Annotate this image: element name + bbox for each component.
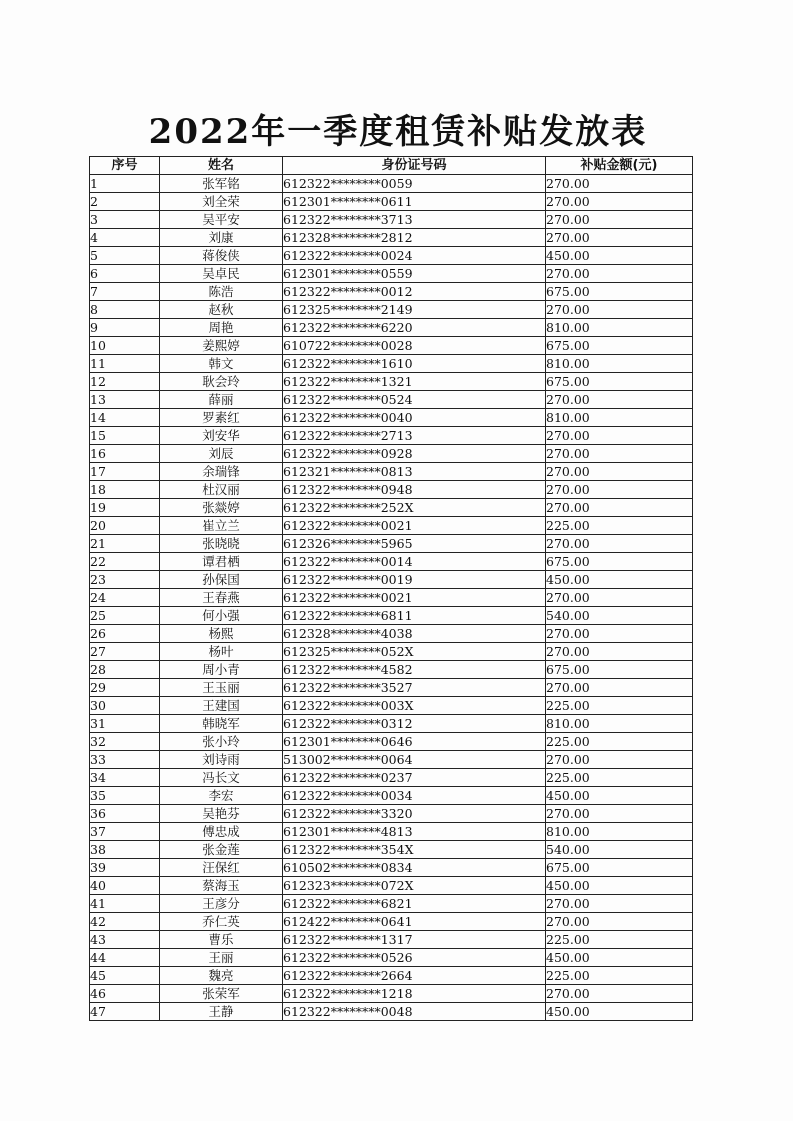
- table-body: [90, 175, 693, 1021]
- cell-subsidy-amount: 270.00: [546, 301, 693, 319]
- cell-name: 杜汉丽: [160, 481, 283, 499]
- cell-id-number: 612322********1317: [283, 931, 546, 949]
- cell-id-number: 612322********003X: [283, 697, 546, 715]
- cell-serial-number: 42: [90, 913, 160, 931]
- table-row: [90, 949, 693, 967]
- cell-subsidy-amount: 270.00: [546, 229, 693, 247]
- cell-id-number: 612322********0524: [283, 391, 546, 409]
- cell-subsidy-amount: 225.00: [546, 517, 693, 535]
- cell-serial-number: 16: [90, 445, 160, 463]
- cell-subsidy-amount: 270.00: [546, 625, 693, 643]
- cell-subsidy-amount: 270.00: [546, 499, 693, 517]
- cell-subsidy-amount: 270.00: [546, 895, 693, 913]
- cell-serial-number: 23: [90, 571, 160, 589]
- table-row: [90, 607, 693, 625]
- cell-serial-number: 27: [90, 643, 160, 661]
- cell-subsidy-amount: 675.00: [546, 859, 693, 877]
- table-row: [90, 409, 693, 427]
- cell-serial-number: 2: [90, 193, 160, 211]
- cell-id-number: 612322********0312: [283, 715, 546, 733]
- cell-id-number: 612322********354X: [283, 841, 546, 859]
- cell-id-number: 612322********3527: [283, 679, 546, 697]
- cell-serial-number: 26: [90, 625, 160, 643]
- cell-subsidy-amount: 270.00: [546, 679, 693, 697]
- cell-serial-number: 43: [90, 931, 160, 949]
- table-row: [90, 373, 693, 391]
- cell-serial-number: 39: [90, 859, 160, 877]
- cell-subsidy-amount: 675.00: [546, 661, 693, 679]
- cell-name: 吴卓民: [160, 265, 283, 283]
- cell-id-number: 612322********0012: [283, 283, 546, 301]
- table-row: [90, 589, 693, 607]
- cell-name: 吴艳芬: [160, 805, 283, 823]
- cell-serial-number: 41: [90, 895, 160, 913]
- cell-serial-number: 37: [90, 823, 160, 841]
- cell-serial-number: 20: [90, 517, 160, 535]
- cell-subsidy-amount: 810.00: [546, 715, 693, 733]
- cell-id-number: 612322********0237: [283, 769, 546, 787]
- cell-serial-number: 8: [90, 301, 160, 319]
- cell-id-number: 612301********0611: [283, 193, 546, 211]
- cell-subsidy-amount: 810.00: [546, 319, 693, 337]
- cell-id-number: 612322********3713: [283, 211, 546, 229]
- cell-name: 王彦分: [160, 895, 283, 913]
- cell-subsidy-amount: 270.00: [546, 445, 693, 463]
- cell-name: 汪保红: [160, 859, 283, 877]
- cell-id-number: 612322********2713: [283, 427, 546, 445]
- cell-serial-number: 31: [90, 715, 160, 733]
- cell-name: 蒋俊侠: [160, 247, 283, 265]
- cell-id-number: 612322********6821: [283, 895, 546, 913]
- cell-serial-number: 45: [90, 967, 160, 985]
- table-row: [90, 319, 693, 337]
- table-row: [90, 337, 693, 355]
- table-row: [90, 787, 693, 805]
- table-row: [90, 499, 693, 517]
- cell-serial-number: 46: [90, 985, 160, 1003]
- table-header-row: [90, 157, 693, 175]
- table-row: [90, 301, 693, 319]
- cell-serial-number: 7: [90, 283, 160, 301]
- cell-subsidy-amount: 450.00: [546, 247, 693, 265]
- table-row: [90, 175, 693, 193]
- cell-id-number: 612322********1610: [283, 355, 546, 373]
- cell-subsidy-amount: 225.00: [546, 733, 693, 751]
- cell-serial-number: 21: [90, 535, 160, 553]
- table-row: [90, 535, 693, 553]
- cell-name: 刘全荣: [160, 193, 283, 211]
- cell-serial-number: 6: [90, 265, 160, 283]
- table-row: [90, 715, 693, 733]
- cell-id-number: 612322********0059: [283, 175, 546, 193]
- cell-serial-number: 3: [90, 211, 160, 229]
- table-row: [90, 769, 693, 787]
- cell-subsidy-amount: 270.00: [546, 805, 693, 823]
- document-title: 2022年一季度租赁补贴发放表: [148, 112, 648, 152]
- cell-serial-number: 28: [90, 661, 160, 679]
- table-row: [90, 733, 693, 751]
- cell-id-number: 612325********052X: [283, 643, 546, 661]
- table-row: [90, 985, 693, 1003]
- table-row: [90, 355, 693, 373]
- cell-id-number: 612322********0928: [283, 445, 546, 463]
- cell-id-number: 612322********0024: [283, 247, 546, 265]
- cell-subsidy-amount: 225.00: [546, 769, 693, 787]
- cell-id-number: 612301********0559: [283, 265, 546, 283]
- header-serial-number: 序号: [90, 157, 160, 175]
- header-id-number: 身份证号码: [283, 157, 546, 175]
- cell-name: 张晓晓: [160, 535, 283, 553]
- cell-name: 罗素红: [160, 409, 283, 427]
- cell-name: 王玉丽: [160, 679, 283, 697]
- cell-serial-number: 9: [90, 319, 160, 337]
- cell-subsidy-amount: 270.00: [546, 265, 693, 283]
- cell-name: 王春燕: [160, 589, 283, 607]
- table-row: [90, 1003, 693, 1021]
- cell-serial-number: 38: [90, 841, 160, 859]
- cell-name: 魏亮: [160, 967, 283, 985]
- table-row: [90, 283, 693, 301]
- table-row: [90, 229, 693, 247]
- table-row: [90, 481, 693, 499]
- cell-serial-number: 36: [90, 805, 160, 823]
- cell-subsidy-amount: 270.00: [546, 985, 693, 1003]
- cell-id-number: 612322********0526: [283, 949, 546, 967]
- cell-serial-number: 17: [90, 463, 160, 481]
- cell-serial-number: 35: [90, 787, 160, 805]
- cell-id-number: 612322********1218: [283, 985, 546, 1003]
- table-row: [90, 751, 693, 769]
- cell-serial-number: 19: [90, 499, 160, 517]
- cell-serial-number: 1: [90, 175, 160, 193]
- cell-subsidy-amount: 225.00: [546, 931, 693, 949]
- table-row: [90, 625, 693, 643]
- cell-subsidy-amount: 450.00: [546, 571, 693, 589]
- cell-subsidy-amount: 810.00: [546, 409, 693, 427]
- cell-name: 王丽: [160, 949, 283, 967]
- table-row: [90, 463, 693, 481]
- cell-serial-number: 34: [90, 769, 160, 787]
- cell-name: 张燚婷: [160, 499, 283, 517]
- cell-name: 韩文: [160, 355, 283, 373]
- cell-serial-number: 33: [90, 751, 160, 769]
- cell-id-number: 612322********6220: [283, 319, 546, 337]
- cell-serial-number: 25: [90, 607, 160, 625]
- cell-subsidy-amount: 270.00: [546, 751, 693, 769]
- cell-id-number: 513002********0064: [283, 751, 546, 769]
- cell-name: 张荣军: [160, 985, 283, 1003]
- cell-id-number: 612322********0048: [283, 1003, 546, 1021]
- subsidy-table: [89, 156, 693, 1021]
- cell-id-number: 610502********0834: [283, 859, 546, 877]
- cell-id-number: 612321********0813: [283, 463, 546, 481]
- cell-subsidy-amount: 675.00: [546, 337, 693, 355]
- cell-id-number: 612422********0641: [283, 913, 546, 931]
- table-row: [90, 211, 693, 229]
- cell-name: 何小强: [160, 607, 283, 625]
- cell-serial-number: 29: [90, 679, 160, 697]
- table-row: [90, 391, 693, 409]
- cell-name: 冯长文: [160, 769, 283, 787]
- cell-name: 杨叶: [160, 643, 283, 661]
- cell-subsidy-amount: 270.00: [546, 643, 693, 661]
- table-row: [90, 967, 693, 985]
- cell-subsidy-amount: 450.00: [546, 1003, 693, 1021]
- table-row: [90, 895, 693, 913]
- cell-id-number: 612322********6811: [283, 607, 546, 625]
- cell-serial-number: 18: [90, 481, 160, 499]
- table-row: [90, 643, 693, 661]
- table-row: [90, 859, 693, 877]
- cell-name: 周小青: [160, 661, 283, 679]
- cell-id-number: 612322********252X: [283, 499, 546, 517]
- cell-serial-number: 13: [90, 391, 160, 409]
- cell-subsidy-amount: 225.00: [546, 967, 693, 985]
- cell-serial-number: 22: [90, 553, 160, 571]
- cell-name: 王静: [160, 1003, 283, 1021]
- table-row: [90, 445, 693, 463]
- header-name: 姓名: [160, 157, 283, 175]
- cell-id-number: 612322********0019: [283, 571, 546, 589]
- cell-subsidy-amount: 270.00: [546, 391, 693, 409]
- cell-id-number: 612322********3320: [283, 805, 546, 823]
- cell-serial-number: 11: [90, 355, 160, 373]
- cell-id-number: 612326********5965: [283, 535, 546, 553]
- table-row: [90, 427, 693, 445]
- cell-name: 韩晓军: [160, 715, 283, 733]
- cell-subsidy-amount: 450.00: [546, 949, 693, 967]
- cell-subsidy-amount: 270.00: [546, 481, 693, 499]
- cell-subsidy-amount: 270.00: [546, 535, 693, 553]
- cell-id-number: 612328********2812: [283, 229, 546, 247]
- cell-name: 曹乐: [160, 931, 283, 949]
- cell-id-number: 612325********2149: [283, 301, 546, 319]
- cell-subsidy-amount: 540.00: [546, 607, 693, 625]
- cell-subsidy-amount: 810.00: [546, 823, 693, 841]
- cell-serial-number: 30: [90, 697, 160, 715]
- cell-subsidy-amount: 270.00: [546, 463, 693, 481]
- cell-name: 赵秋: [160, 301, 283, 319]
- table-row: [90, 841, 693, 859]
- cell-subsidy-amount: 270.00: [546, 913, 693, 931]
- cell-subsidy-amount: 225.00: [546, 697, 693, 715]
- cell-id-number: 612322********1321: [283, 373, 546, 391]
- cell-subsidy-amount: 540.00: [546, 841, 693, 859]
- cell-serial-number: 12: [90, 373, 160, 391]
- cell-serial-number: 4: [90, 229, 160, 247]
- cell-name: 刘康: [160, 229, 283, 247]
- cell-id-number: 612322********0034: [283, 787, 546, 805]
- table-row: [90, 661, 693, 679]
- cell-serial-number: 10: [90, 337, 160, 355]
- cell-name: 刘辰: [160, 445, 283, 463]
- cell-name: 陈浩: [160, 283, 283, 301]
- cell-subsidy-amount: 270.00: [546, 175, 693, 193]
- table-row: [90, 877, 693, 895]
- cell-name: 耿会玲: [160, 373, 283, 391]
- table-row: [90, 805, 693, 823]
- cell-subsidy-amount: 270.00: [546, 211, 693, 229]
- cell-serial-number: 44: [90, 949, 160, 967]
- cell-name: 张小玲: [160, 733, 283, 751]
- cell-id-number: 612322********0021: [283, 589, 546, 607]
- cell-name: 傅忠成: [160, 823, 283, 841]
- cell-id-number: 612322********4582: [283, 661, 546, 679]
- table-row: [90, 517, 693, 535]
- cell-name: 余瑞锋: [160, 463, 283, 481]
- cell-id-number: 612322********0014: [283, 553, 546, 571]
- table-row: [90, 247, 693, 265]
- cell-subsidy-amount: 270.00: [546, 427, 693, 445]
- cell-id-number: 612301********4813: [283, 823, 546, 841]
- cell-name: 周艳: [160, 319, 283, 337]
- cell-id-number: 612328********4038: [283, 625, 546, 643]
- table-row: [90, 931, 693, 949]
- cell-serial-number: 5: [90, 247, 160, 265]
- cell-serial-number: 15: [90, 427, 160, 445]
- cell-serial-number: 24: [90, 589, 160, 607]
- cell-subsidy-amount: 810.00: [546, 355, 693, 373]
- cell-name: 刘诗雨: [160, 751, 283, 769]
- cell-name: 王建国: [160, 697, 283, 715]
- cell-id-number: 610722********0028: [283, 337, 546, 355]
- table-row: [90, 553, 693, 571]
- table-row: [90, 913, 693, 931]
- cell-name: 崔立兰: [160, 517, 283, 535]
- cell-subsidy-amount: 675.00: [546, 283, 693, 301]
- cell-subsidy-amount: 675.00: [546, 373, 693, 391]
- cell-subsidy-amount: 450.00: [546, 877, 693, 895]
- cell-serial-number: 32: [90, 733, 160, 751]
- cell-name: 杨熙: [160, 625, 283, 643]
- cell-name: 刘安华: [160, 427, 283, 445]
- cell-name: 张军铭: [160, 175, 283, 193]
- cell-name: 李宏: [160, 787, 283, 805]
- table-row: [90, 571, 693, 589]
- cell-id-number: 612322********2664: [283, 967, 546, 985]
- table-row: [90, 193, 693, 211]
- table-row: [90, 823, 693, 841]
- cell-serial-number: 40: [90, 877, 160, 895]
- cell-subsidy-amount: 450.00: [546, 787, 693, 805]
- table-row: [90, 265, 693, 283]
- cell-serial-number: 47: [90, 1003, 160, 1021]
- cell-subsidy-amount: 270.00: [546, 193, 693, 211]
- cell-name: 薛丽: [160, 391, 283, 409]
- cell-name: 张金莲: [160, 841, 283, 859]
- cell-id-number: 612322********0040: [283, 409, 546, 427]
- table-row: [90, 679, 693, 697]
- cell-id-number: 612301********0646: [283, 733, 546, 751]
- cell-subsidy-amount: 270.00: [546, 589, 693, 607]
- cell-name: 谭君栖: [160, 553, 283, 571]
- cell-serial-number: 14: [90, 409, 160, 427]
- header-subsidy-amount: 补贴金额(元): [546, 157, 693, 175]
- cell-name: 吴平安: [160, 211, 283, 229]
- cell-id-number: 612322********0948: [283, 481, 546, 499]
- cell-name: 姜熙婷: [160, 337, 283, 355]
- cell-subsidy-amount: 675.00: [546, 553, 693, 571]
- cell-name: 孙保国: [160, 571, 283, 589]
- cell-name: 乔仁英: [160, 913, 283, 931]
- cell-name: 蔡海玉: [160, 877, 283, 895]
- cell-id-number: 612323********072X: [283, 877, 546, 895]
- table-row: [90, 697, 693, 715]
- cell-id-number: 612322********0021: [283, 517, 546, 535]
